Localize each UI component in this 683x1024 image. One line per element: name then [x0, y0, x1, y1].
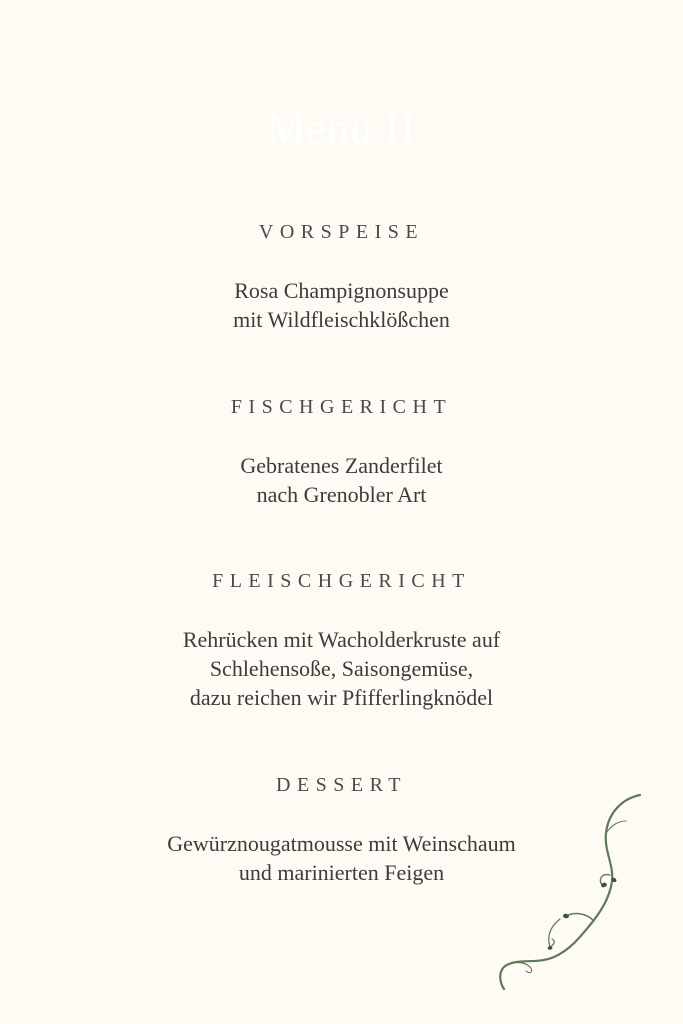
- course-line: nach Grenobler Art: [256, 482, 427, 507]
- course-heading-fischgericht: FISCHGERICHT: [230, 396, 453, 418]
- course-line: Gebratenes Zanderfilet: [240, 453, 443, 478]
- course-line: dazu reichen wir Pfifferlingknödel: [189, 685, 494, 710]
- course-description-fleischgericht: [0, 625, 683, 712]
- course-description-fischgericht: [0, 451, 683, 509]
- course-description-vorspeise: [0, 276, 683, 334]
- course-heading-vorspeise: VORSPEISE: [258, 221, 425, 243]
- course-line: Gewürznougatmousse mit Weinschaum: [167, 831, 516, 856]
- course-line: und marinierten Feigen: [238, 860, 445, 885]
- course-line: Rehrücken mit Wacholderkruste auf: [182, 627, 501, 652]
- menu-title: Menü II: [266, 104, 417, 153]
- course-line: Schlehensoße, Saisongemüse,: [209, 656, 474, 681]
- course-line: Rosa Champignonsuppe: [234, 278, 449, 303]
- vine-sprig-icon: [490, 785, 650, 1000]
- course-heading-fleischgericht: FLEISCHGERICHT: [212, 570, 471, 592]
- course-line: mit Wildfleischklößchen: [233, 307, 450, 332]
- course-heading-dessert: DESSERT: [276, 774, 407, 796]
